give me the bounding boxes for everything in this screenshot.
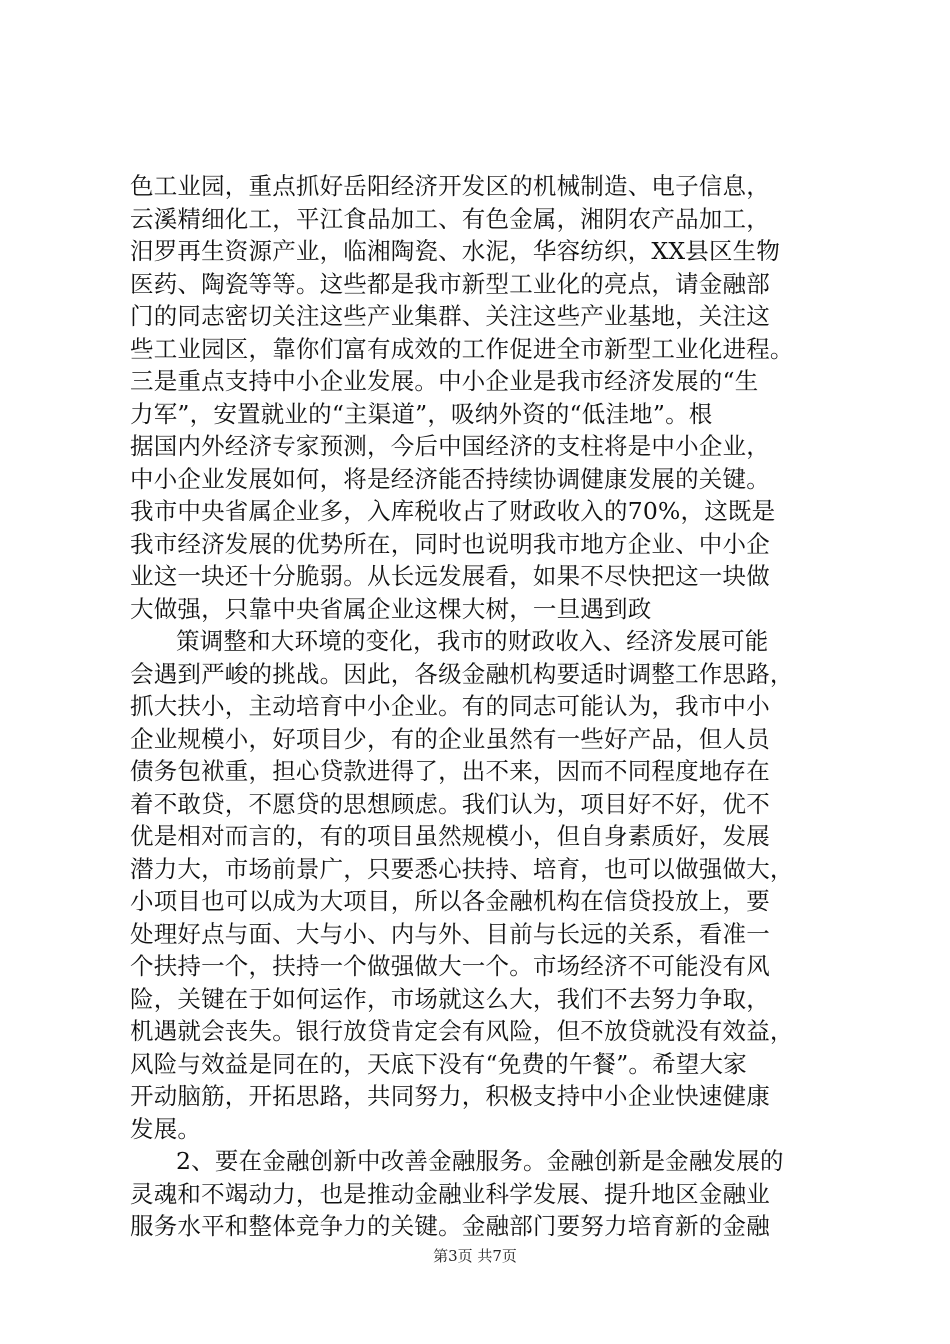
text-line: 会遇到严峻的挑战。因此，各级金融机构要适时调整工作思路， [130,659,794,688]
body-text [130,170,830,1243]
text-line: 云溪精细化工，平江食品加工、有色金属，湘阴农产品加工， [130,204,770,233]
text-line: 服务水平和整体竞争力的关键。金融部门要努力培育新的金融 [130,1212,770,1240]
text-line: 灵魂和不竭动力，也是推动金融业科学发展、提升地区金融业 [130,1179,770,1208]
text-line: 机遇就会丧失。银行放贷肯定会有风险，但不放贷就没有效益， [130,1017,794,1045]
text-line: 小项目也可以成为大项目，所以各金融机构在信贷投放上，要 [130,887,770,915]
text-line: 医药、陶瓷等等。这些都是我市新型工业化的亮点，请金融部 [130,269,770,298]
text-line: 中小企业发展如何，将是经济能否持续协调健康发展的关键。 [130,464,770,493]
text-line: 企业规模小，好项目少，有的企业虽然有一些好产品，但人员 [130,724,770,753]
text-line: 门的同志密切关注这些产业集群、关注这些产业基地，关注这 [130,302,770,330]
text-line: 些工业园区，靠你们富有成效的工作促进全市新型工业化进程。 [130,334,794,363]
text-line: 潜力大，市场前景广，只要悉心扶持、培育，也可以做强做大， [130,854,794,883]
text-line: 着不敢贷，不愿贷的思想顾虑。我们认为，项目好不好，优不 [130,789,770,818]
text-line: 抓大扶小，主动培育中小企业。有的同志可能认为，我市中小 [130,692,770,720]
text-line: 开动脑筋，开拓思路，共同努力，积极支持中小企业快速健康 [130,1082,770,1110]
text-line: 色工业园，重点抓好岳阳经济开发区的机械制造、电子信息， [130,172,770,200]
text-line: 发展。 [130,1114,202,1143]
text-line: 力军”，安置就业的“主渠道”，吸纳外资的“低洼地”。根 [130,399,713,428]
text-line: 据国内外经济专家预测，今后中国经济的支柱将是中小企业， [130,432,770,460]
text-line: 风险与效益是同在的，天底下没有“免费的午餐”。希望大家 [130,1049,747,1078]
text-line: 优是相对而言的，有的项目虽然规模小，但自身素质好，发展 [130,822,770,850]
text-line: 我市经济发展的优势所在，同时也说明我市地方企业、中小企 [130,529,770,558]
text-line: 险，关键在于如何运作，市场就这么大，我们不去努力争取， [130,984,770,1013]
text-line: 业这一块还十分脆弱。从长远发展看，如果不尽快把这一块做 [130,562,770,590]
text-line: 三是重点支持中小企业发展。中小企业是我市经济发展的“生 [130,367,759,395]
text-line: 策调整和大环境的变化，我市的财政收入、经济发展可能 [176,627,769,655]
page-number: 第3页 共7页 [433,1247,517,1265]
text-line: 处理好点与面、大与小、内与外、目前与长远的关系，看准一 [130,919,770,948]
text-line: 大做强，只靠中央省属企业这棵大树，一旦遇到政 [130,594,652,623]
text-line: 汨罗再生资源产业，临湘陶瓷、水泥，华容纺织，XX县区生物 [130,237,781,265]
text-line: 债务包袱重，担心贷款进得了，出不来，因而不同程度地存在 [130,757,770,785]
text-line: 我市中央省属企业多，入库税收占了财政收入的70%，这既是 [130,497,776,525]
text-line: 2、要在金融创新中改善金融服务。金融创新是金融发展的 [176,1147,784,1175]
text-line: 个扶持一个，扶持一个做强做大一个。市场经济不可能没有风 [130,952,770,980]
